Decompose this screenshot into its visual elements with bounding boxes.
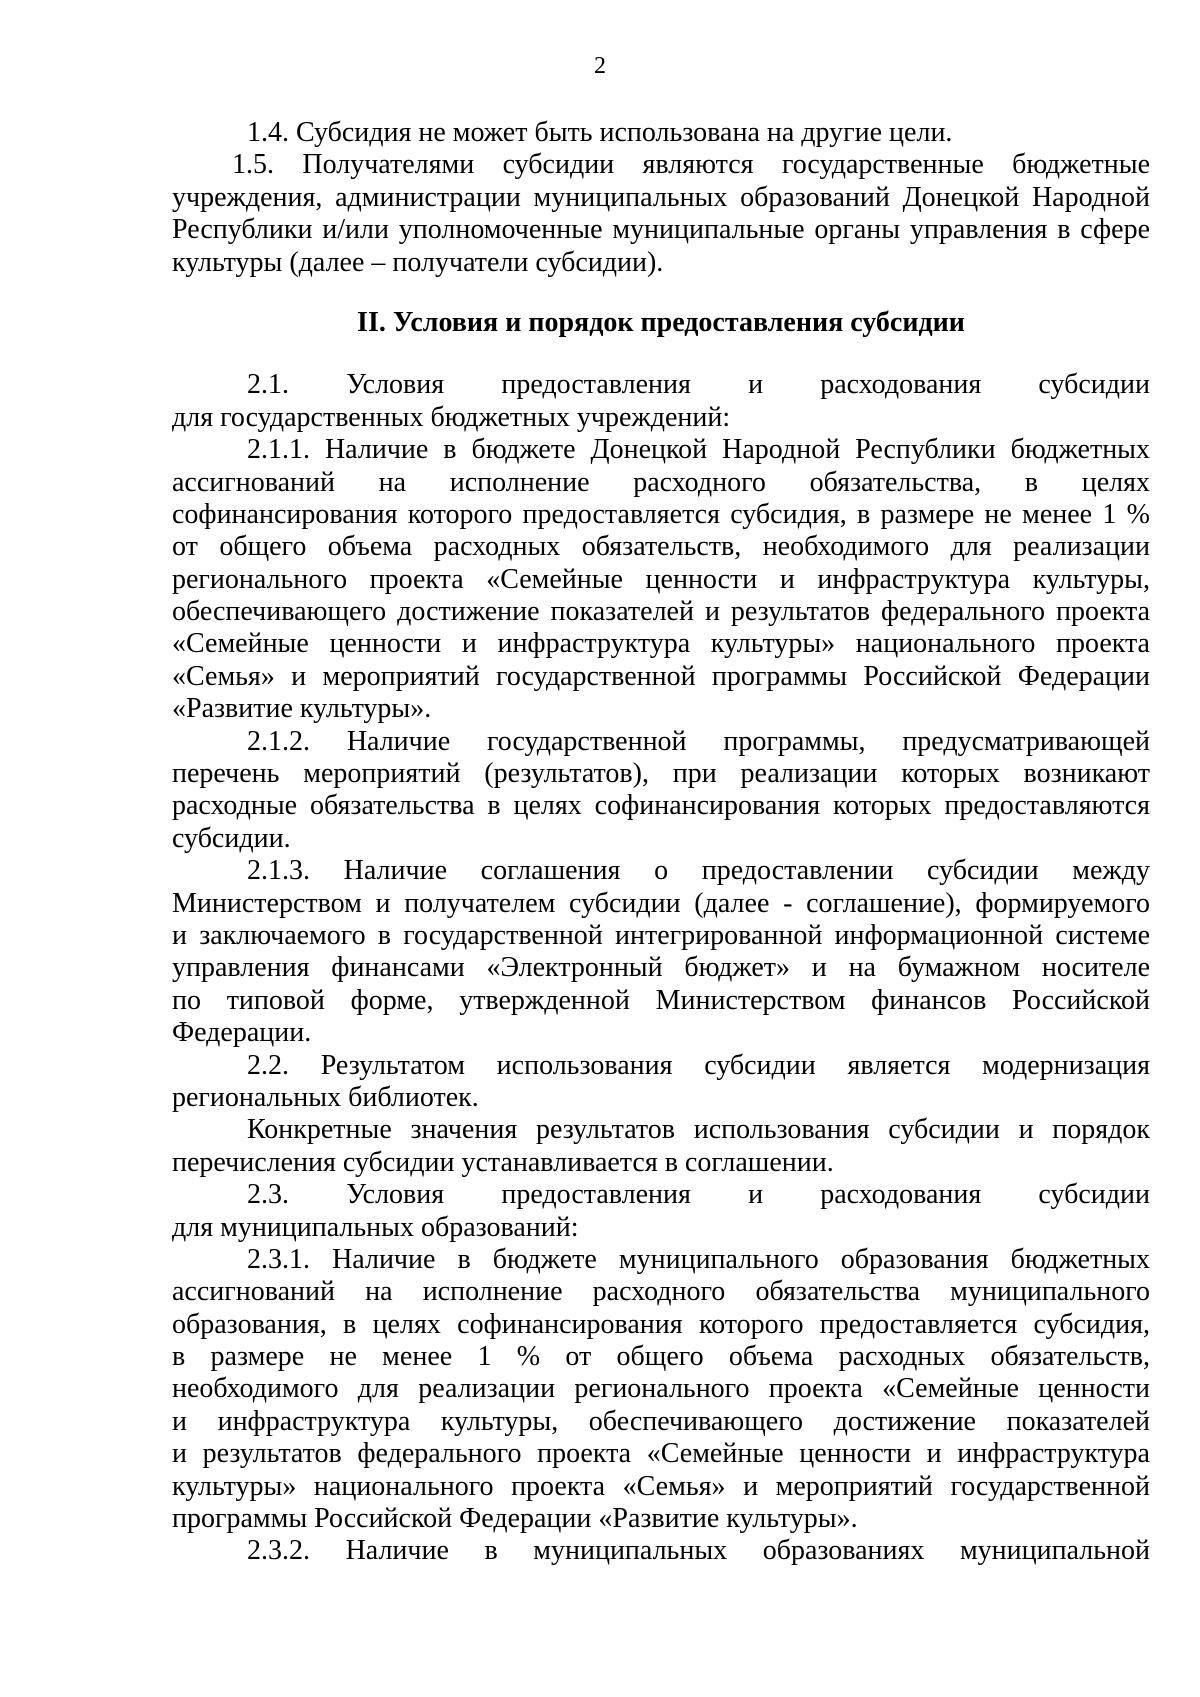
paragraph-line: расходные обязательства в целях софинансирования которых предоставляются xyxy=(172,790,1150,822)
paragraph-line: региональных библиотек. xyxy=(172,1081,479,1113)
paragraph-line: программы Российской Федерации «Развитие культуры». xyxy=(172,1503,858,1535)
paragraph-line: от общего объема расходных обязательств, необходимого для реализации xyxy=(172,531,1150,563)
paragraph-2-1-3 xyxy=(172,855,1150,1049)
paragraph-line: Министерством и получателем субсидии (далее - соглашение), формируемого xyxy=(172,887,1150,919)
paragraph-2-1 xyxy=(172,369,1150,434)
paragraph-line: в размере не менее 1 % от общего объема расходных обязательств, xyxy=(172,1341,1150,1373)
paragraph-line: перечень мероприятий (результатов), при реализации которых возникают xyxy=(172,758,1150,790)
paragraph-2-3-2 xyxy=(172,1535,1150,1567)
paragraph-line: «Семья» и мероприятий государственной программы Российской Федерации xyxy=(172,660,1150,692)
paragraph-line: регионального проекта «Семейные ценности и инфраструктура культуры, xyxy=(172,563,1150,595)
paragraph-line: 2.1. Условия предоставления и расходования субсидии xyxy=(247,369,1150,401)
paragraph-line: Конкретные значения результатов использования субсидии и порядок xyxy=(247,1114,1150,1146)
paragraph-line: управления финансами «Электронный бюджет» и на бумажном носителе xyxy=(172,952,1150,984)
paragraph-line: для государственных бюджетных учреждений: xyxy=(172,401,731,433)
paragraph-line: 2.1.3. Наличие соглашения о предоставлении субсидии между xyxy=(247,855,1150,887)
paragraph-2-1-2 xyxy=(172,726,1150,856)
paragraph-1-4 xyxy=(172,117,1150,149)
paragraph-line: и инфраструктура культуры, обеспечивающего достижение показателей xyxy=(172,1405,1150,1437)
paragraph-2-2 xyxy=(172,1050,1150,1115)
paragraph-2-3 xyxy=(172,1179,1150,1244)
paragraph-line: «Развитие культуры». xyxy=(172,693,432,725)
paragraph-concrete xyxy=(172,1114,1150,1179)
paragraph-line: ассигнований на исполнение расходного обязательства муниципального xyxy=(172,1276,1150,1308)
paragraph-line: и заключаемого в государственной интегрированной информационной системе xyxy=(172,920,1150,951)
paragraph-line: перечисления субсидии устанавливается в соглашении. xyxy=(172,1146,834,1178)
paragraph-line: по типовой форме, утвержденной Министерством финансов Российской xyxy=(172,984,1150,1016)
paragraph-line: учреждения, администрации муниципальных образований Донецкой Народной xyxy=(172,181,1150,213)
paragraph-line: образования, в целях софинансирования которого предоставляется субсидия, xyxy=(172,1308,1150,1340)
intro-paragraphs xyxy=(172,117,1150,279)
paragraph-line: 2.3.2. Наличие в муниципальных образованиях муниципальной xyxy=(247,1535,1150,1567)
paragraph-line: ассигнований на исполнение расходного обязательства, в целях xyxy=(172,466,1150,498)
paragraph-line: Федерации. xyxy=(172,1017,312,1049)
section-heading: II. Условия и порядок предоставления субсидии xyxy=(357,306,965,338)
document-body xyxy=(172,117,1150,1568)
paragraph-line: 2.2. Результатом использования субсидии является модернизация xyxy=(247,1049,1150,1081)
paragraph-1-5 xyxy=(172,149,1150,279)
paragraph-line: обеспечивающего достижение показателей и результатов федерального проекта xyxy=(172,596,1150,628)
paragraph-2-3-1 xyxy=(172,1244,1150,1536)
paragraph-line: необходимого для реализации регионального проекта «Семейные ценности xyxy=(172,1373,1150,1405)
paragraph-2-1-1 xyxy=(172,434,1150,726)
paragraph-line: 2.1.2. Наличие государственной программы, предусматривающей xyxy=(247,725,1150,757)
paragraph-line: «Семейные ценности и инфраструктура культуры» национального проекта xyxy=(172,628,1150,660)
paragraph-line: 2.3.1. Наличие в бюджете муниципального образования бюджетных xyxy=(247,1243,1150,1275)
section-paragraphs xyxy=(172,369,1150,1567)
paragraph-line: культуры» национального проекта «Семья» и мероприятий государственной xyxy=(172,1470,1150,1502)
paragraph-line: 1.5. Получателями субсидии являются государственные бюджетные xyxy=(232,149,1150,181)
paragraph-line: субсидии. xyxy=(172,822,291,854)
paragraph-line: для муниципальных образований: xyxy=(172,1211,579,1243)
paragraph-line: Республики и/или уполномоченные муниципальные органы управления в сфере xyxy=(172,214,1150,246)
paragraph-line: культуры (далее – получатели субсидии). xyxy=(172,246,664,278)
page-number: 2 xyxy=(594,53,606,79)
paragraph-line: софинансирования которого предоставляется субсидия, в размере не менее 1 % xyxy=(172,498,1150,530)
paragraph-line: 1.4. Субсидия не может быть использована на другие цели. xyxy=(247,117,953,148)
paragraph-line: 2.3. Условия предоставления и расходования субсидии xyxy=(247,1179,1150,1211)
paragraph-line: 2.1.1. Наличие в бюджете Донецкой Народной Республики бюджетных xyxy=(247,434,1150,466)
paragraph-line: и результатов федерального проекта «Семейные ценности и инфраструктура xyxy=(172,1438,1150,1470)
